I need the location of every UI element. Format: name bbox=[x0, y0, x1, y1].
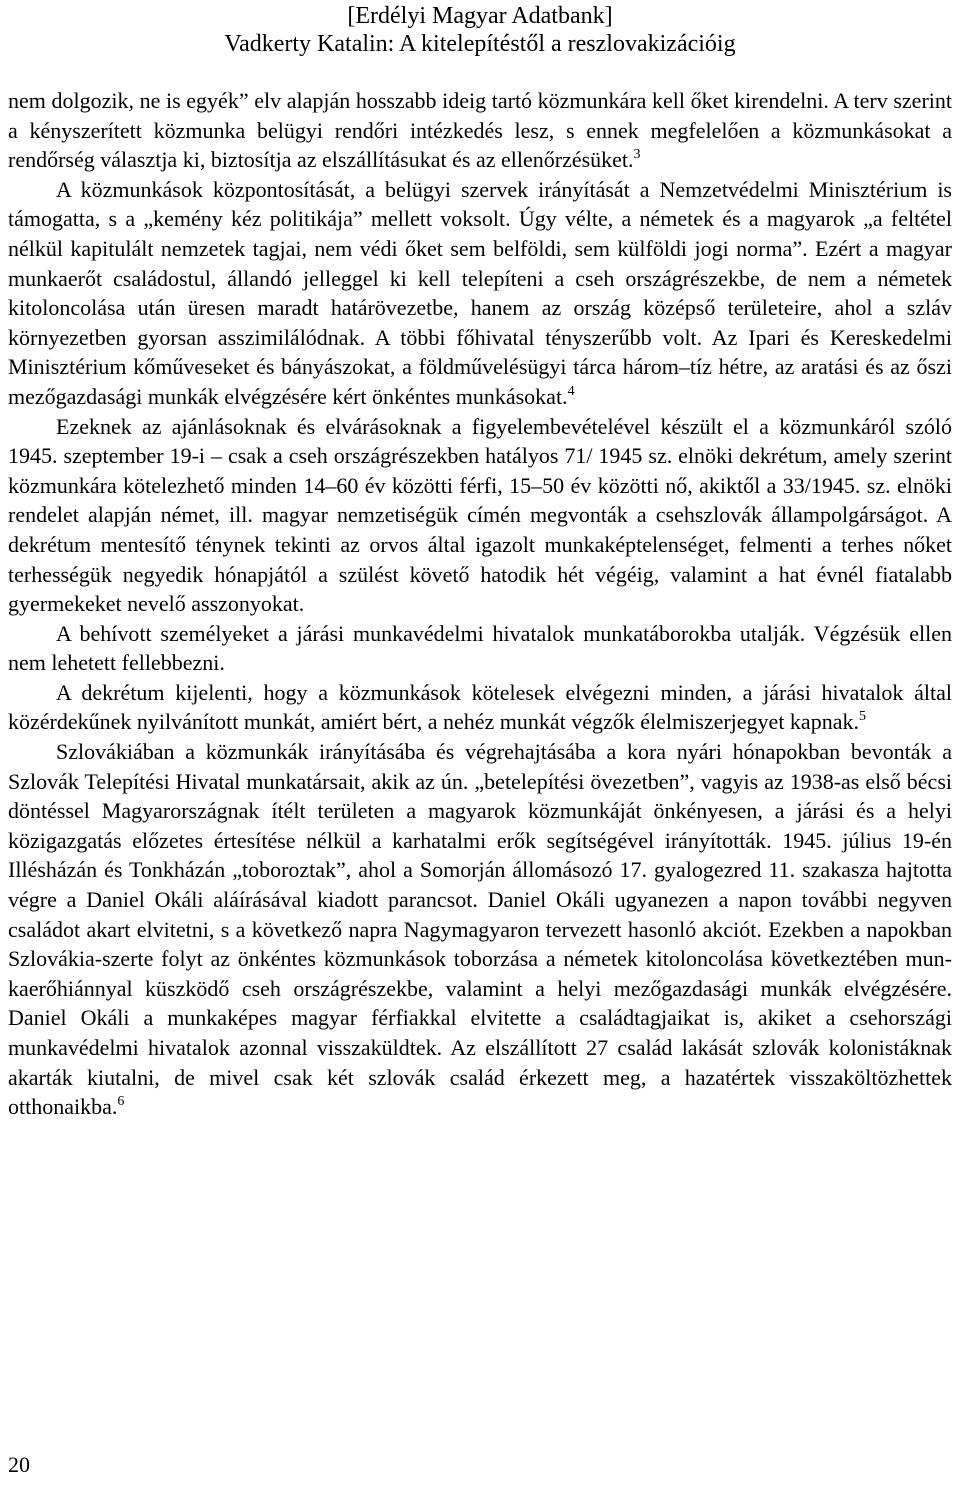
paragraph bbox=[8, 678, 952, 737]
page-number: 20 bbox=[8, 1452, 30, 1477]
paragraph-text: A dekrétum kijelenti, hogy a közmunkások kötelesek elvégezni minden, a járási hivatalok által közérdekűnek nyilvánított munkát, amiért bért, a nehéz munkát végzők élelmiszerjegyet kapnak. bbox=[8, 679, 952, 735]
footnote-marker[interactable]: 6 bbox=[117, 1094, 125, 1110]
paragraph-text: nem dolgozik, ne is egyék” elv alapján hosszabb ideig tartó közmunkára kell őket kirendelni. A terv szerint a kényszerített közmunka belügyi rendőri intézkedés lesz, s ennek megfelelően a közmunkásokat a rendőrség választja ki, biztosítja az elszállításukat és az ellenőrzésüket. bbox=[8, 88, 952, 173]
article-body bbox=[8, 86, 952, 1122]
paragraph-text: Szlovákiában a közmunkák irányításába és végrehajtásába a kora nyári hónapokban bevonták a Szlovák Telepítési Hivatal munkatársait, akik az ún. „betelepítési övezetben”, vagyis az 1938-as első bécsi döntéssel Magyarországnak ítélt területen a magyarok közmunkáját önkényesen, a járási és a helyi közigazgatás előzetes értesítése nélkül a karhatalmi erők segítségével irányították. 1945. július 19-én Illésházán és Tonkházán „toboroztak”, ahol a Somorján állomásozó 17. gyalogezred 11. szakasza hajtotta végre a Daniel Okáli aláírásával kiadott parancsot. Daniel Okáli ugyanezen a napon további negyven családot akart elvitetni, s a következő napra Nagymagyaron tervezett hasonló akciót. Ezekben a napokban Szlovákia-szerte folyt az önkéntes közmunkások toborzása a németek kitoloncolása következtében munkaerőhiánnyal küszködő cseh országrészekbe, valamint a helyi mezőgazdasági munkák elvégzésére. Daniel Okáli a munkaképes magyar férfiakkal elvitette a családtagjaikat is, akiket a csehországi munkavédelmi hivatalok azonnal visszaküldtek. Az elszállított 27 család lakását szlovák kolonistáknak akarták kiutalni, de mivel csak két szlovák család érkezett meg, a hazatértek visszaköltözhettek otthonaikba. bbox=[8, 739, 952, 1120]
paragraph bbox=[8, 619, 952, 678]
header-source: [Erdélyi Magyar Adatbank] bbox=[347, 3, 613, 29]
page-header bbox=[0, 0, 960, 58]
footnote-marker[interactable]: 4 bbox=[567, 383, 575, 399]
paragraph-text: A közmunkások központosítását, a belügyi szervek irányítását a Nemzetvédelmi Minisztérium is támogatta, s a „kemény kéz politikája” mellett voksolt. Úgy vélte, a németek és a magyarok „a feltétel nélkül kapitulált nemzetek tagjai, nem védi őket sem belföldi, sem külföldi jogi norma”. Ezért a magyar munkaerőt családostul, állandó jelleggel ki kell telepíteni a cseh országrészekbe, de nem a németek kitoloncolása után üresen maradt határövezetbe, hanem az ország középső területeire, ahol a szláv környezetben gyorsan asszimilálódnak. A többi főhivatal tényszerűbb volt. Az Ipari és Kereskedelmi Minisztérium kőműveseket és bányászokat, a földművelésügyi tárca három–tíz hétre, az aratási és az őszi mezőgazdasági munkák elvégzésére kért önkéntes munkásokat. bbox=[8, 176, 952, 409]
footnote-marker[interactable]: 3 bbox=[633, 147, 641, 163]
paragraph bbox=[8, 175, 952, 412]
paragraph-text: Ezeknek az ajánlásoknak és elvárásoknak a figyelembevételével készült el a közmunkáról szóló 1945. szeptember 19-i – csak a cseh országrészekben hatályos 71/ 1945 sz. elnöki dekrétum, amely szerint közmunkára kötelezhető minden 14–60 év közötti férfi, 15–50 év közötti nő, akiktől a 33/1945. sz. elnöki rendelet alapján német, ill. magyar nemzetiségük címén megvonták a csehszlovák állampolgárságot. A dekrétum mentesítő ténynek tekinti az orvos által igazolt munkaképtelenséget, felmenti a terhes nőket terhességük negyedik hónapjától a szülést követő hatodik hét végéig, valamint a hat évnél fiatalabb gyermekeket nevelő asszonyokat. bbox=[8, 413, 952, 617]
paragraph bbox=[8, 86, 952, 175]
footnote-marker[interactable]: 5 bbox=[858, 709, 866, 725]
paragraph bbox=[8, 412, 952, 619]
paragraph bbox=[8, 737, 952, 1122]
paragraph-text: A behívott személyeket a járási munkavédelmi hivatalok munkatáborokba utalják. Végzésük ellen nem lehetett fellebbezni. bbox=[8, 620, 952, 676]
header-title: Vadkerty Katalin: A kitelepítéstől a reszlovakizációig bbox=[224, 31, 736, 57]
